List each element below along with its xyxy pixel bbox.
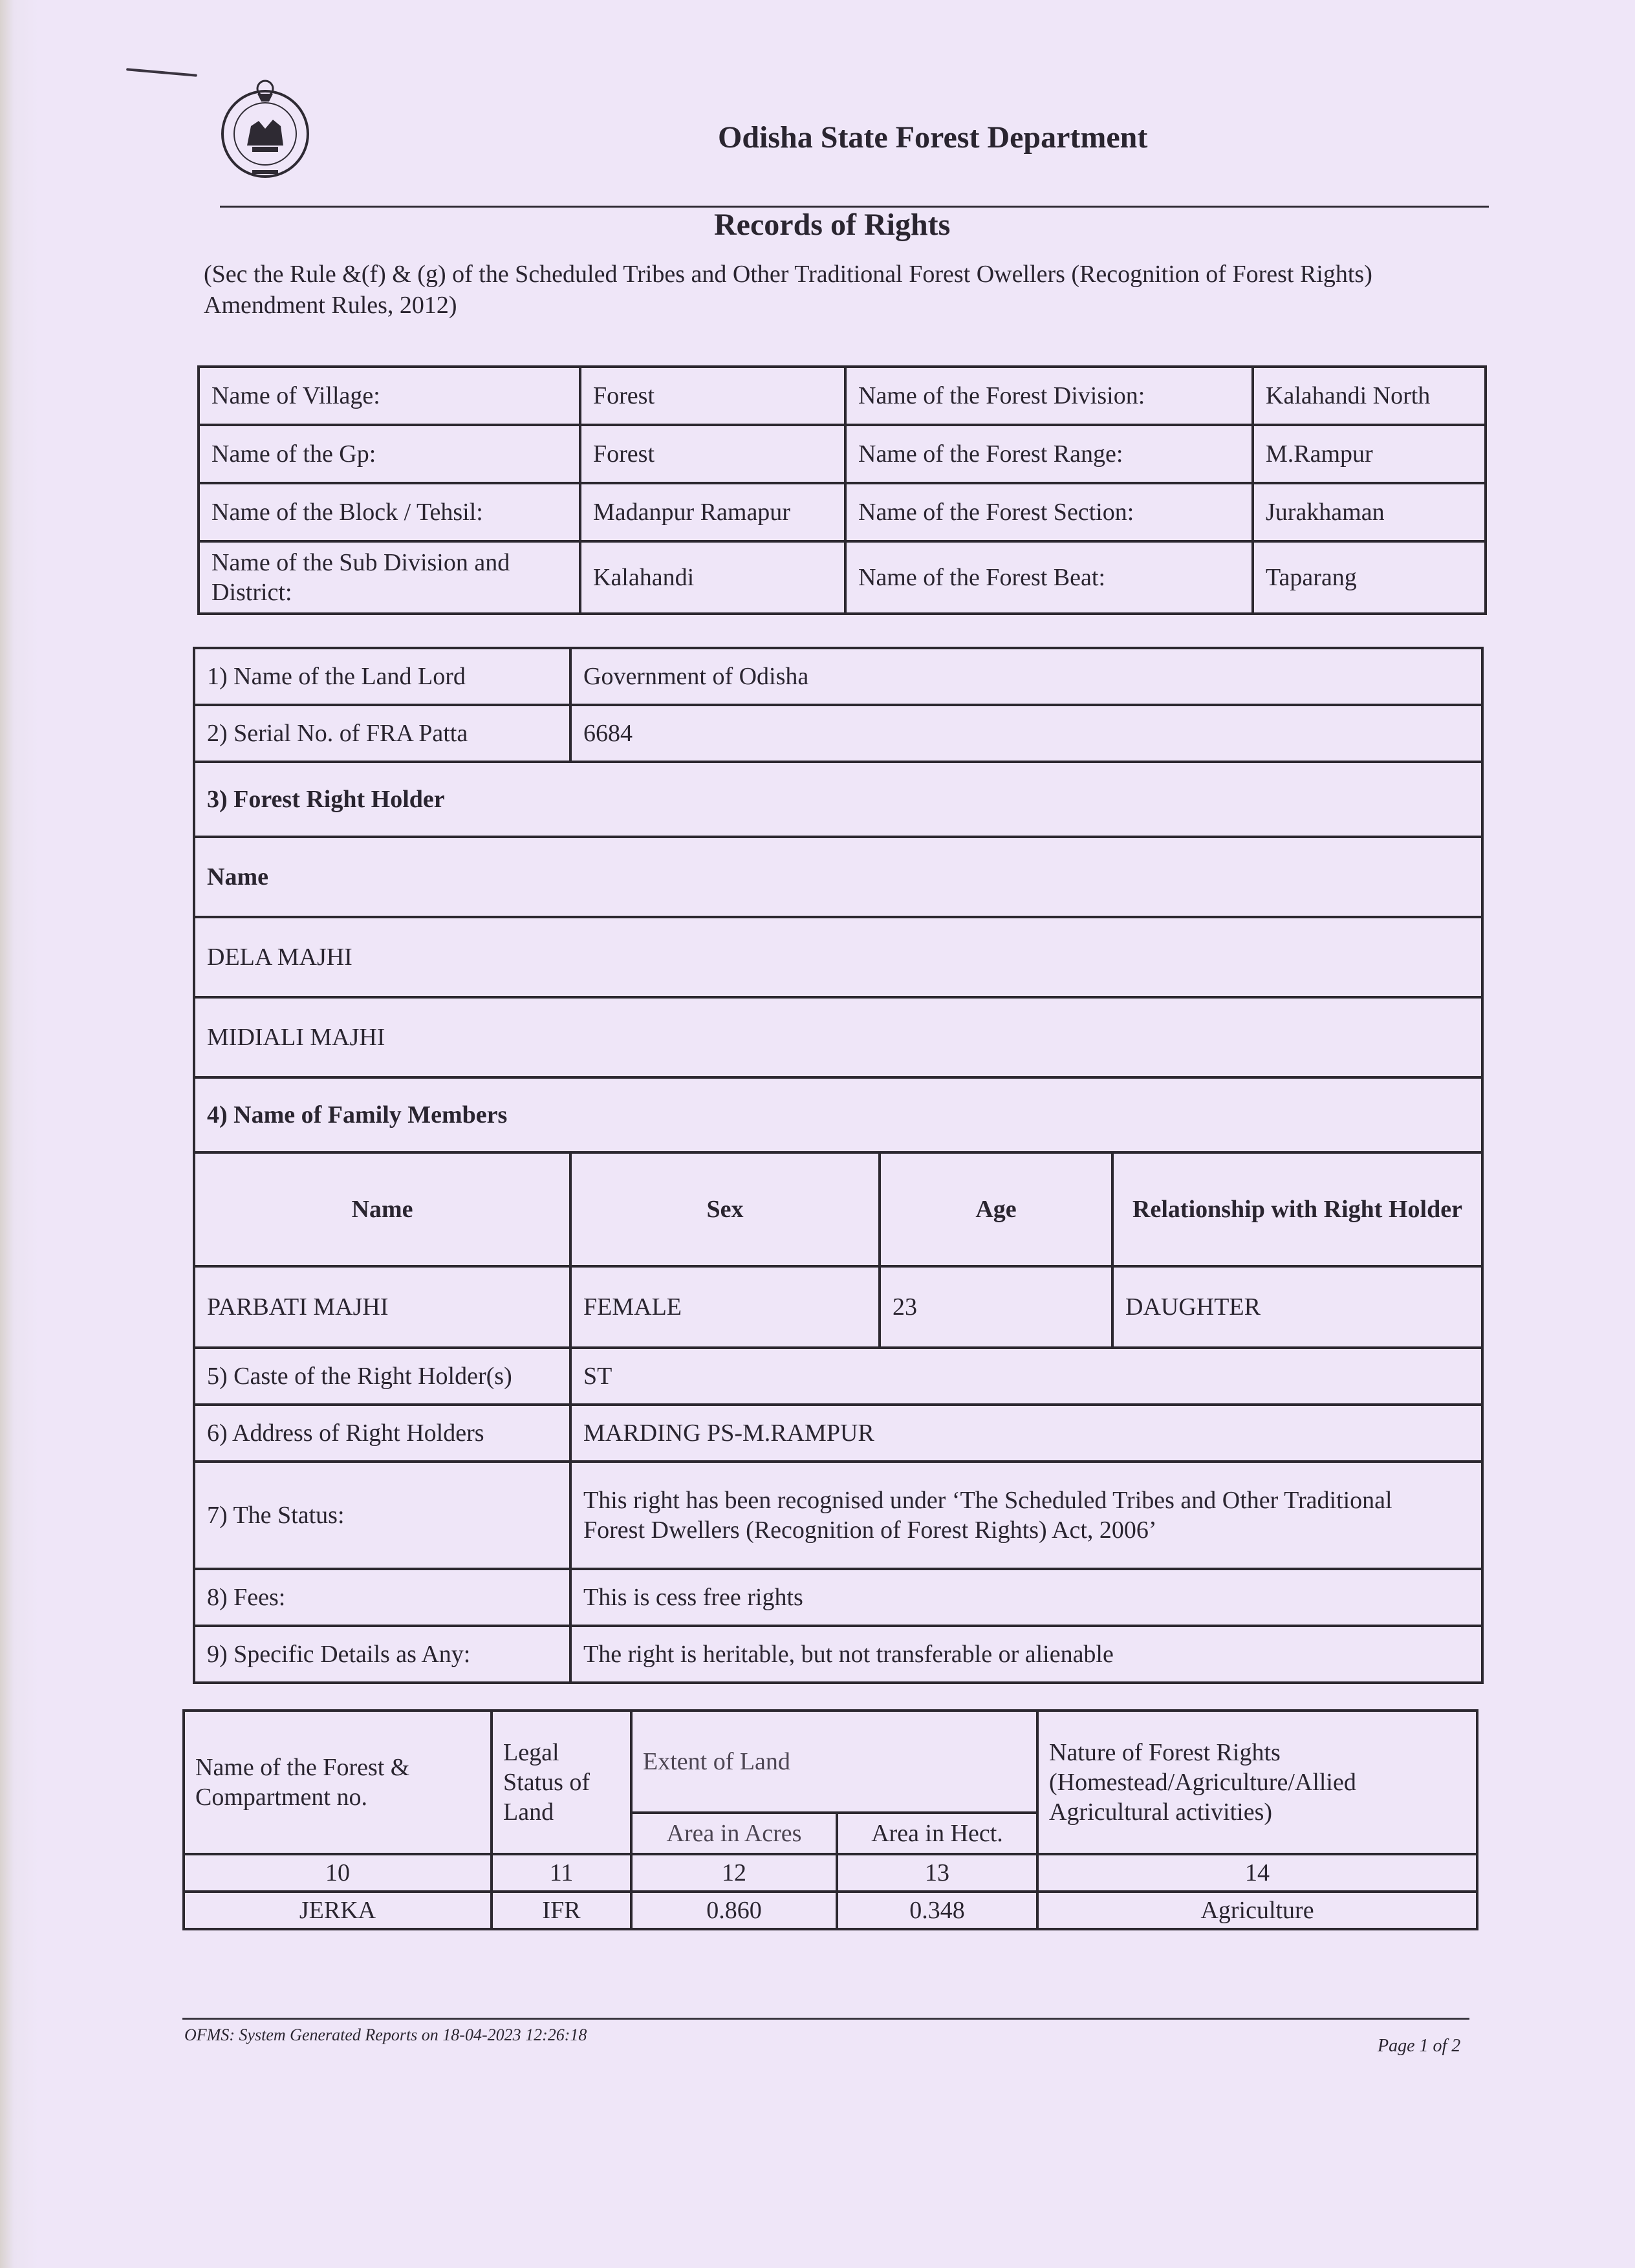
details-label: 9) Specific Details as Any:: [194, 1626, 570, 1683]
table-row: [194, 1405, 1482, 1462]
col-forest-compartment: Name of the Forest & Compartment no.: [184, 1711, 492, 1854]
footer-divider: [182, 2018, 1469, 2020]
header: [194, 71, 1494, 207]
fees-label: 8) Fees:: [194, 1569, 570, 1626]
location-table: [197, 365, 1487, 615]
land-area-acres: 0.860: [631, 1892, 837, 1929]
table-row: [194, 648, 1482, 705]
land-area-hect: 0.348: [837, 1892, 1037, 1929]
scan-mark: [126, 68, 197, 77]
table-row: [194, 1348, 1482, 1405]
family-col-name: Name: [194, 1152, 570, 1266]
footer-page-number: Page 1 of 2: [1378, 2036, 1461, 2056]
details-value: The right is heritable, but not transferable or alienable: [570, 1626, 1482, 1683]
section-value: Jurakhaman: [1253, 483, 1486, 541]
family-col-relationship: Relationship with Right Holder: [1112, 1152, 1482, 1266]
record-table: [193, 647, 1484, 1684]
holder-heading: 3) Forest Right Holder: [194, 762, 1482, 837]
col-number-10: 10: [184, 1854, 492, 1892]
range-value: M.Rampur: [1253, 425, 1486, 483]
land-legal-status: IFR: [492, 1892, 631, 1929]
col-area-hect: Area in Hect.: [837, 1813, 1037, 1854]
table-row: [194, 917, 1482, 997]
beat-value: Taparang: [1253, 541, 1486, 614]
village-label: Name of Village:: [199, 367, 580, 425]
village-value: Forest: [580, 367, 845, 425]
table-row: [194, 837, 1482, 917]
col-legal-status: Legal Status of Land: [492, 1711, 631, 1854]
landlord-value: Government of Odisha: [570, 648, 1482, 705]
family-member-relationship: DAUGHTER: [1112, 1266, 1482, 1348]
gp-label: Name of the Gp:: [199, 425, 580, 483]
table-row: [194, 1462, 1482, 1569]
table-row: [199, 367, 1486, 425]
table-row: [184, 1711, 1477, 1813]
col-extent-of-land: Extent of Land: [631, 1711, 1037, 1813]
block-value: Madanpur Ramapur: [580, 483, 845, 541]
table-row: [199, 483, 1486, 541]
section-label: Name of the Forest Section:: [845, 483, 1253, 541]
land-forest-name: JERKA: [184, 1892, 492, 1929]
odisha-emblem-icon: [213, 74, 317, 188]
holder-name-1: DELA MAJHI: [194, 917, 1482, 997]
status-line-2: Forest Dwellers (Recognition of Forest Rights) Act, 2006’: [583, 1517, 1157, 1544]
col-number-11: 11: [492, 1854, 631, 1892]
land-table: [182, 1709, 1478, 1930]
holder-name-2: MIDIALI MAJHI: [194, 997, 1482, 1077]
status-line-1: This right has been recognised under ‘The Scheduled Tribes and Other Traditional: [583, 1487, 1392, 1514]
landlord-label: 1) Name of the Land Lord: [194, 648, 570, 705]
col-number-12: 12: [631, 1854, 837, 1892]
family-col-age: Age: [880, 1152, 1112, 1266]
col-nature-of-rights: Nature of Forest Rights (Homestead/Agriculture/Allied Agricultural activities): [1037, 1711, 1477, 1854]
col-number-13: 13: [837, 1854, 1037, 1892]
serial-label: 2) Serial No. of FRA Patta: [194, 705, 570, 762]
caste-label: 5) Caste of the Right Holder(s): [194, 1348, 570, 1405]
table-row: [194, 997, 1482, 1077]
block-label: Name of the Block / Tehsil:: [199, 483, 580, 541]
fees-value: This is cess free rights: [570, 1569, 1482, 1626]
table-row: [184, 1854, 1477, 1892]
document-title: Records of Rights: [714, 208, 951, 242]
beat-label: Name of the Forest Beat:: [845, 541, 1253, 614]
family-member-age: 23: [880, 1266, 1112, 1348]
status-value: [570, 1462, 1482, 1569]
table-row: [194, 705, 1482, 762]
family-heading: 4) Name of Family Members: [194, 1077, 1482, 1152]
range-label: Name of the Forest Range:: [845, 425, 1253, 483]
department-title: Odisha State Forest Department: [718, 120, 1148, 155]
table-row: [199, 425, 1486, 483]
holder-name-heading: Name: [194, 837, 1482, 917]
status-label: 7) The Status:: [194, 1462, 570, 1569]
subdivision-label: Name of the Sub Division and District:: [199, 541, 580, 614]
address-label: 6) Address of Right Holders: [194, 1405, 570, 1462]
gp-value: Forest: [580, 425, 845, 483]
col-area-acres: Area in Acres: [631, 1813, 837, 1854]
family-member-sex: FEMALE: [570, 1266, 880, 1348]
document-subtitle: (Sec the Rule &(f) & (g) of the Scheduled Tribes and Other Traditional Forest Owellers (Recognition of Forest Rights) Amendment Rules, 2012): [204, 261, 1372, 319]
division-label: Name of the Forest Division:: [845, 367, 1253, 425]
footer-generated: OFMS: System Generated Reports on 18-04-2023 12:26:18: [184, 2025, 587, 2044]
table-row: [194, 1077, 1482, 1152]
division-value: Kalahandi North: [1253, 367, 1486, 425]
land-nature-of-rights: Agriculture: [1037, 1892, 1477, 1929]
table-row: [194, 1626, 1482, 1683]
table-row: [199, 541, 1486, 614]
serial-value: 6684: [570, 705, 1482, 762]
family-member-name: PARBATI MAJHI: [194, 1266, 570, 1348]
subdivision-value: Kalahandi: [580, 541, 845, 614]
table-row: [194, 1266, 1482, 1348]
family-col-sex: Sex: [570, 1152, 880, 1266]
table-row: [194, 1152, 1482, 1266]
address-value: MARDING PS-M.RAMPUR: [570, 1405, 1482, 1462]
table-row: [194, 762, 1482, 837]
table-row: [194, 1569, 1482, 1626]
table-row: [184, 1892, 1477, 1929]
col-number-14: 14: [1037, 1854, 1477, 1892]
caste-value: ST: [570, 1348, 1482, 1405]
